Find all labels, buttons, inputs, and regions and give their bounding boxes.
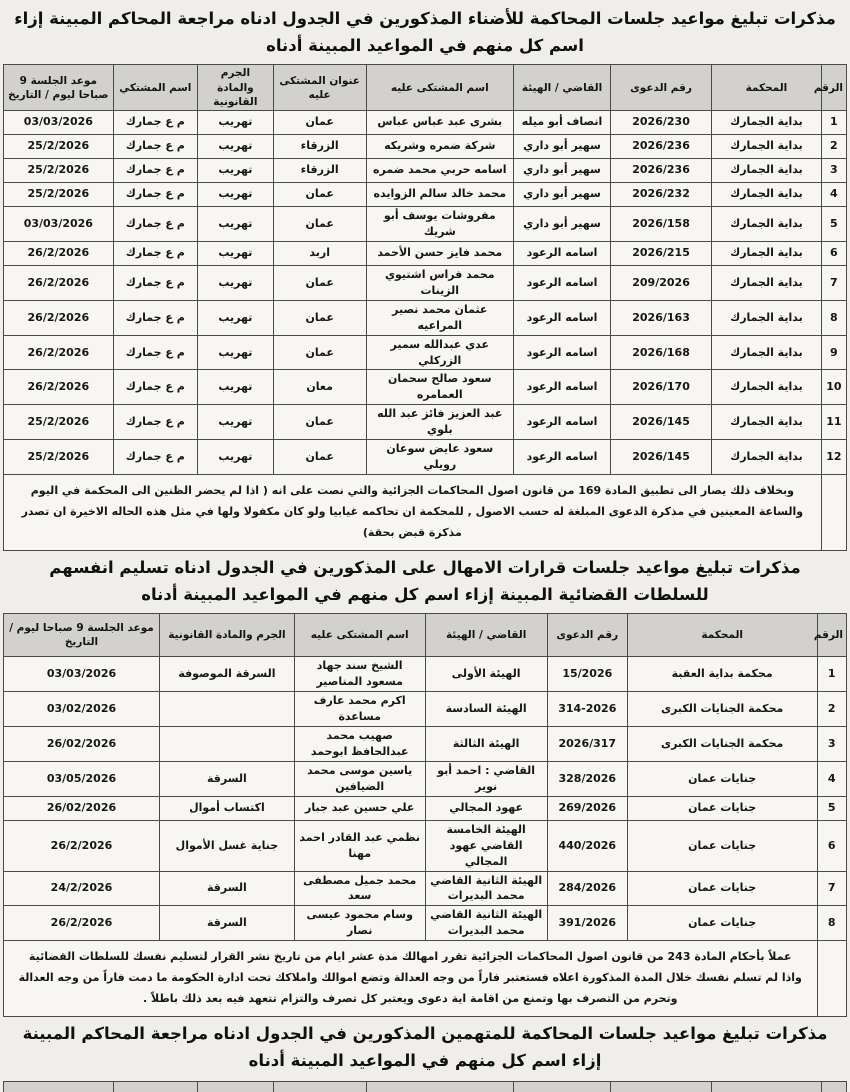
column-header: موعد الجلسة 9 صباحا ليوم / التاريخ	[4, 65, 114, 111]
cell-court: بداية الجمارك	[712, 182, 822, 206]
note-row	[4, 475, 847, 551]
cell-address: عمان	[273, 265, 366, 300]
cell-crime: تهريب	[197, 241, 273, 265]
cell-case_no: 269/2026	[547, 796, 627, 820]
cell-num: 4	[817, 761, 847, 796]
column-header: المحكمة	[627, 614, 817, 657]
cell-defendant: محمد جميل مصطفى سعد	[294, 871, 425, 906]
cell-case_no: 2026/230	[610, 110, 711, 134]
cell-defendant: وسام محمود عيسى نصار	[294, 906, 425, 941]
cell-judge: الهيئة الأولى	[425, 657, 547, 692]
cell-judge: الهيئة السادسة	[425, 692, 547, 727]
cell-date: 24/2/2026	[4, 871, 160, 906]
table-row	[4, 906, 847, 941]
cell-crime: تهريب	[197, 300, 273, 335]
table-row	[4, 761, 847, 796]
cell-num: 8	[817, 906, 847, 941]
cell-defendant: عدي عبدالله سمير الزركلي	[366, 335, 514, 370]
cell-judge: اسامه الرعود	[514, 405, 611, 440]
cell-address: اربد	[273, 241, 366, 265]
cell-defendant: الشيخ سند جهاد مسعود المناصير	[294, 657, 425, 692]
cell-defendant: اسامه حربي محمد ضمره	[366, 158, 514, 182]
hearing-table-body	[4, 110, 847, 474]
cell-case_no: 2026/158	[610, 206, 711, 241]
cell-num: 5	[821, 206, 846, 241]
table-row	[4, 820, 847, 871]
table-row	[4, 440, 847, 475]
cell-court: جنايات عمان	[627, 820, 817, 871]
cell-defendant: محمد فراس اشتيوي الزينات	[366, 265, 514, 300]
table-row	[4, 692, 847, 727]
cell-complainant: م ع جمارك	[113, 370, 197, 405]
table-row	[4, 405, 847, 440]
cell-date: 25/2/2026	[4, 182, 114, 206]
cell-judge: الهيئة الثالثة	[425, 726, 547, 761]
cell-judge: اسامه الرعود	[514, 241, 611, 265]
cell-date: 26/2/2026	[4, 820, 160, 871]
cell-num: 5	[817, 796, 847, 820]
cell-judge: سهير أبو داري	[514, 134, 611, 158]
table-row	[4, 300, 847, 335]
cell-date: 25/2/2026	[4, 440, 114, 475]
cell-case_no: 314-2026	[547, 692, 627, 727]
cell-case_no: 2026/145	[610, 405, 711, 440]
cell-crime: تهريب	[197, 265, 273, 300]
cell-court: جنايات عمان	[627, 796, 817, 820]
cell-date: 26/2/2026	[4, 906, 160, 941]
cell-date: 26/2/2026	[4, 265, 114, 300]
cell-date: 26/02/2026	[4, 796, 160, 820]
cell-date: 26/2/2026	[4, 335, 114, 370]
cell-crime: السرقة الموصوفة	[159, 657, 294, 692]
cell-court: محكمة بداية العقبة	[627, 657, 817, 692]
cell-crime: جناية غسل الأموال	[159, 820, 294, 871]
table-row	[4, 265, 847, 300]
cell-case_no: 2026/145	[610, 440, 711, 475]
cell-judge: اسامه الرعود	[514, 370, 611, 405]
cell-num: 3	[817, 726, 847, 761]
cell-case_no: 284/2026	[547, 871, 627, 906]
cell-court: بداية الجمارك	[712, 405, 822, 440]
cutoff-table-header-strip	[3, 1081, 847, 1092]
cell-address: الزرقاء	[273, 134, 366, 158]
cell-judge: الهيئة الثانية القاضي محمد البديرات	[425, 906, 547, 941]
cell-crime: السرقة	[159, 871, 294, 906]
cell-date: 25/2/2026	[4, 134, 114, 158]
cell-crime	[159, 692, 294, 727]
column-header: الجرم والمادة القانونية	[159, 614, 294, 657]
cell-court: جنايات عمان	[627, 761, 817, 796]
surrender-notices-table	[3, 613, 847, 1017]
cell-date: 26/2/2026	[4, 241, 114, 265]
cell-complainant: م ع جمارك	[113, 206, 197, 241]
cell-defendant: نظمي عبد القادر احمد مهنا	[294, 820, 425, 871]
cell-case_no: 391/2026	[547, 906, 627, 941]
hearing-table-header	[4, 65, 847, 111]
cell-court: بداية الجمارك	[712, 300, 822, 335]
cell-case_no: 2026/215	[610, 241, 711, 265]
table-row	[4, 370, 847, 405]
column-header: القاضي / الهيئة	[514, 65, 611, 111]
cell-num: 6	[821, 241, 846, 265]
cell-court: بداية الجمارك	[712, 265, 822, 300]
table-row	[4, 871, 847, 906]
cell-defendant: محمد فايز حسن الأحمد	[366, 241, 514, 265]
column-header: رقم الدعوى	[610, 65, 711, 111]
section2-title: مذكرات تبليغ مواعيد جلسات قرارات الامهال على المذكورين في الجدول ادناه تسليم انفسهم للسلطات القضائية المبينة إزاء اسم كل منهم في المواعيد المبينة أدناه	[49, 557, 801, 604]
cell-case_no: 2026/163	[610, 300, 711, 335]
column-header: رقم الدعوى	[547, 614, 627, 657]
cell-case_no: 2026/236	[610, 134, 711, 158]
cell-court: جنايات عمان	[627, 906, 817, 941]
cell-court: محكمة الجنايات الكبرى	[627, 692, 817, 727]
cell-num: 12	[821, 440, 846, 475]
column-header: الرقم	[817, 614, 847, 657]
cell-crime: تهريب	[197, 440, 273, 475]
cell-address: عمان	[273, 300, 366, 335]
cell-court: بداية الجمارك	[712, 241, 822, 265]
cell-num: 3	[821, 158, 846, 182]
cell-case_no: 15/2026	[547, 657, 627, 692]
table-row	[4, 335, 847, 370]
cell-crime	[159, 726, 294, 761]
table-row	[4, 796, 847, 820]
cell-judge: سهير أبو داري	[514, 182, 611, 206]
note-row	[4, 941, 847, 1017]
cell-address: عمان	[273, 110, 366, 134]
surrender-table-body	[4, 657, 847, 941]
cell-crime: اكتساب أموال	[159, 796, 294, 820]
cell-num: 1	[817, 657, 847, 692]
table-row	[4, 241, 847, 265]
cell-date: 25/2/2026	[4, 158, 114, 182]
cell-case_no: 440/2026	[547, 820, 627, 871]
cell-complainant: م ع جمارك	[113, 158, 197, 182]
cell-defendant: صهيب محمد عبدالحافظ ابوحمد	[294, 726, 425, 761]
table-row	[4, 182, 847, 206]
cell-num: 2	[817, 692, 847, 727]
column-header: موعد الجلسة 9 صباحا ليوم / التاريخ	[4, 614, 160, 657]
cell-case_no: 2026/168	[610, 335, 711, 370]
cell-defendant: عثمان محمد نصير المراعيه	[366, 300, 514, 335]
article-169-note: وبخلاف ذلك يصار الى تطبيق المادة 169 من قانون اصول المحاكمات الجزائية والتي نصت على انه ( اذا لم يحضر الظنين الى المحكمة في اليوم والساعة المعينين في مذكرة الدعوى المبلغة له حسب الاصول , للمحكمة ان تحاكمه غيابيا ولو كان مكفولا ولها في مثل هذه الحاله الاخيرة ان تصدر مذكرة قبض بحقة)	[4, 475, 822, 551]
section3-title: مذكرات تبليغ مواعيد جلسات المحاكمة للمتهمين المذكورين في الجدول ادناه مراجعة المحاكم المبينة إزاء اسم كل منهم في المواعيد المبينة أدناه	[22, 1023, 828, 1071]
cell-num: 8	[821, 300, 846, 335]
cell-crime: السرقة	[159, 761, 294, 796]
cell-date: 26/2/2026	[4, 300, 114, 335]
cell-defendant: محمد خالد سالم الزوايده	[366, 182, 514, 206]
table-row	[4, 110, 847, 134]
cell-crime: تهريب	[197, 370, 273, 405]
cell-date: 03/03/2026	[4, 657, 160, 692]
cell-num: 7	[821, 265, 846, 300]
cell-defendant: علي حسين عبد جبار	[294, 796, 425, 820]
cell-date: 03/03/2026	[4, 110, 114, 134]
cell-case_no: 2026/232	[610, 182, 711, 206]
cell-judge: الهيئة الثانية القاضي محمد البديرات	[425, 871, 547, 906]
cell-complainant: م ع جمارك	[113, 440, 197, 475]
cell-complainant: م ع جمارك	[113, 265, 197, 300]
cell-complainant: م ع جمارك	[113, 110, 197, 134]
cell-address: عمان	[273, 206, 366, 241]
column-header: المحكمة	[712, 65, 822, 111]
cell-crime: تهريب	[197, 134, 273, 158]
note-side-cell	[821, 475, 846, 551]
table-row	[4, 206, 847, 241]
cell-date: 03/05/2026	[4, 761, 160, 796]
cell-defendant: سعود صالح سحمان العمامره	[366, 370, 514, 405]
cell-crime: تهريب	[197, 206, 273, 241]
cell-defendant: بشرى عبد عباس عباس	[366, 110, 514, 134]
article-243-note: عملاً بأحكام المادة 243 من قانون اصول المحاكمات الجزائية تقرر امهالك مدة عشر ايام من تاريخ نشر القرار لتسليم نفسك للسلطات القضائية واذا لم تسلم نفسك خلال المدة المذكورة اعلاه فستعتبر فاراً من وجه العدالة وتضع اموالك واملاكك تحت ادارة الحكومة ما دمت فاراً من وجه العدالة وتحرم من التصرف بها وتمنع من اقامة اية دعوى ويعتبر كل تصرف والتزام تتعهد فيه بعد ذلك باطلاً .	[4, 941, 818, 1017]
cell-crime: تهريب	[197, 110, 273, 134]
note-side-cell	[817, 941, 847, 1017]
cell-court: بداية الجمارك	[712, 335, 822, 370]
cell-complainant: م ع جمارك	[113, 405, 197, 440]
cell-court: بداية الجمارك	[712, 370, 822, 405]
cell-defendant: مفروشات يوسف أبو شريك	[366, 206, 514, 241]
cell-defendant: شركة ضمره وشريكه	[366, 134, 514, 158]
cell-judge: اسامه الرعود	[514, 335, 611, 370]
cell-date: 26/2/2026	[4, 370, 114, 405]
cell-complainant: م ع جمارك	[113, 300, 197, 335]
cell-num: 7	[817, 871, 847, 906]
cell-judge: سهير أبو داري	[514, 206, 611, 241]
surrender-table-header	[4, 614, 847, 657]
cell-court: جنايات عمان	[627, 871, 817, 906]
cell-judge: اسامه الرعود	[514, 265, 611, 300]
cell-judge: اسامه الرعود	[514, 440, 611, 475]
section1-title: مذكرات تبليغ مواعيد جلسات المحاكمة للأضناء المذكورين في الجدول ادناه مراجعة المحاكم المبينة إزاء اسم كل منهم في المواعيد المبينة أدناه	[14, 9, 836, 56]
cell-judge: الهيئة الخامسة القاضي عهود المجالي	[425, 820, 547, 871]
cell-num: 2	[821, 134, 846, 158]
cell-judge: عهود المجالي	[425, 796, 547, 820]
table-row	[4, 134, 847, 158]
cell-court: بداية الجمارك	[712, 206, 822, 241]
cell-complainant: م ع جمارك	[113, 134, 197, 158]
cell-crime: تهريب	[197, 158, 273, 182]
cell-case_no: 2026/317	[547, 726, 627, 761]
cell-num: 6	[817, 820, 847, 871]
cell-case_no: 209/2026	[610, 265, 711, 300]
cell-court: بداية الجمارك	[712, 134, 822, 158]
cell-num: 11	[821, 405, 846, 440]
cell-judge: سهير أبو داري	[514, 158, 611, 182]
cell-address: معان	[273, 370, 366, 405]
cell-num: 4	[821, 182, 846, 206]
cell-num: 10	[821, 370, 846, 405]
cell-case_no: 328/2026	[547, 761, 627, 796]
cell-complainant: م ع جمارك	[113, 182, 197, 206]
cell-address: الزرقاء	[273, 158, 366, 182]
cell-judge: اسامه الرعود	[514, 300, 611, 335]
cell-address: عمان	[273, 405, 366, 440]
cutoff-header-row	[4, 1082, 847, 1092]
table-row	[4, 158, 847, 182]
table-header-row	[4, 614, 847, 657]
column-header: اسم المشتكي	[113, 65, 197, 111]
column-header: اسم المشتكى عليه	[366, 65, 514, 111]
cell-case_no: 2026/236	[610, 158, 711, 182]
cell-judge: انصاف أبو ميله	[514, 110, 611, 134]
cell-crime: تهريب	[197, 405, 273, 440]
cell-case_no: 2026/170	[610, 370, 711, 405]
cell-address: عمان	[273, 335, 366, 370]
cell-address: عمان	[273, 440, 366, 475]
cell-court: بداية الجمارك	[712, 110, 822, 134]
cell-crime: السرقة	[159, 906, 294, 941]
cell-judge: القاضي : احمد أبو نوير	[425, 761, 547, 796]
cell-num: 1	[821, 110, 846, 134]
hearing-table-footer	[4, 475, 847, 551]
cell-defendant: عبد العزيز فائز عبد الله بلوي	[366, 405, 514, 440]
column-header: الجرم والمادة القانونية	[197, 65, 273, 111]
cell-complainant: م ع جمارك	[113, 335, 197, 370]
cell-crime: تهريب	[197, 335, 273, 370]
surrender-table-footer	[4, 941, 847, 1017]
cell-court: بداية الجمارك	[712, 158, 822, 182]
cell-court: محكمة الجنايات الكبرى	[627, 726, 817, 761]
table-header-row	[4, 65, 847, 111]
cell-crime: تهريب	[197, 182, 273, 206]
column-header: الرقم	[821, 65, 846, 111]
cell-date: 25/2/2026	[4, 405, 114, 440]
cell-address: عمان	[273, 182, 366, 206]
cell-court: بداية الجمارك	[712, 440, 822, 475]
table-row	[4, 657, 847, 692]
column-header: القاضي / الهيئة	[425, 614, 547, 657]
cell-defendant: سعود عايض سوعان رويلي	[366, 440, 514, 475]
cell-date: 03/03/2026	[4, 206, 114, 241]
column-header: عنوان المشتكى عليه	[273, 65, 366, 111]
cell-date: 03/02/2026	[4, 692, 160, 727]
cell-defendant: اكرم محمد عارف مساعدة	[294, 692, 425, 727]
column-header: اسم المشتكى عليه	[294, 614, 425, 657]
hearing-notices-table	[3, 64, 847, 550]
cell-defendant: ياسين موسى محمد الضيافين	[294, 761, 425, 796]
cell-date: 26/02/2026	[4, 726, 160, 761]
cell-complainant: م ع جمارك	[113, 241, 197, 265]
table-row	[4, 726, 847, 761]
cell-num: 9	[821, 335, 846, 370]
